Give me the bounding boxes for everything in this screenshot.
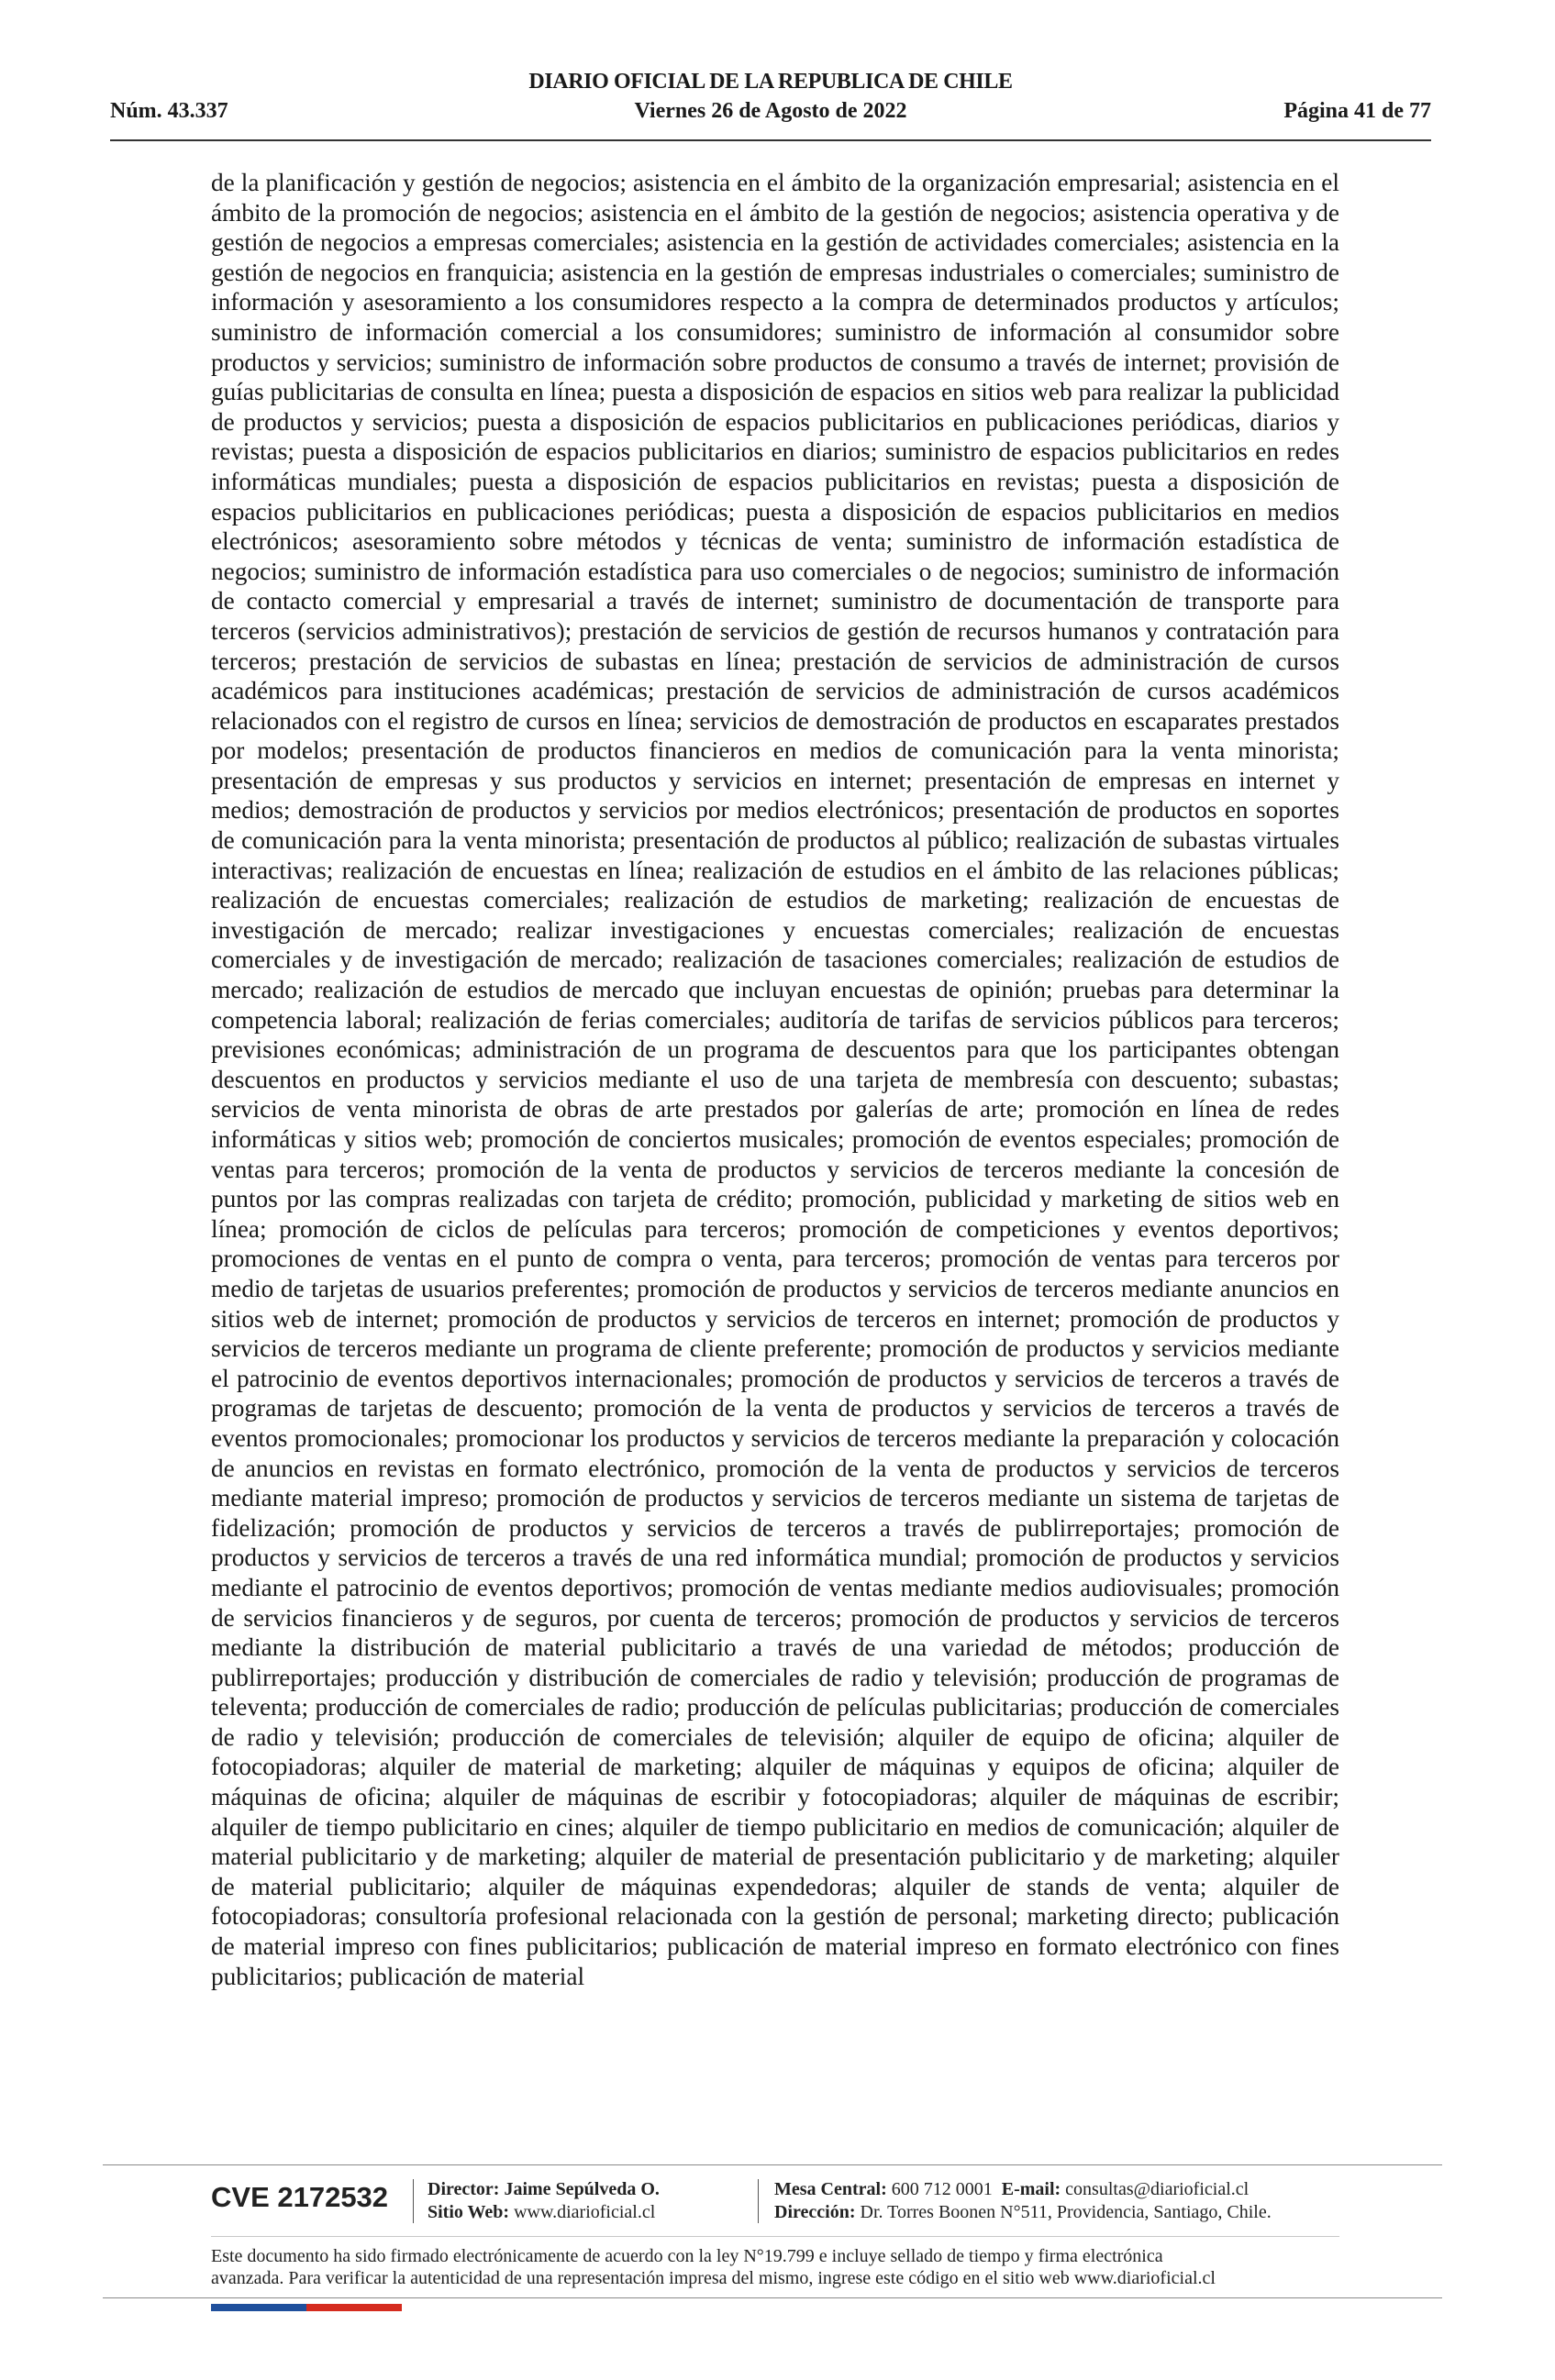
footer-separator xyxy=(413,2179,414,2223)
footer-divider-top xyxy=(103,2164,1442,2165)
flag-stripe xyxy=(211,2304,402,2311)
signature-notice xyxy=(211,2245,1349,2289)
body-text: de la planificación y gestión de negocios; asistencia en el ámbito de la organización empresarial; asistencia en el ámbito de la promoción de negocios; asistencia en el ámbito de la gestión de negocios; asistencia operativa y de gestión de negocios a empresas comerciales; asistencia en la gestión de actividades comerciales; asistencia en la gestión de negocios en franquicia; asistencia en la gestión de empresas industriales o comerciales; suministro de información y asesoramiento a los consumidores respecto a la compra de determinados productos y artículos; suministro de información comercial a los consumidores; suministro de información al consumidor sobre productos y servicios; suministro de información sobre productos de consumo a través de internet; provisión de guías publicitarias de consulta en línea; puesta a disposición de espacios en sitios web para realizar la publicidad de productos y servicios; puesta a disposición de espacios publicitarios en publicaciones periódicas, diarios y revistas; puesta a disposición de espacios publicitarios en diarios; suministro de espacios publicitarios en redes informáticas mundiales; puesta a disposición de espacios publicitarios en revistas; puesta a disposición de espacios publicitarios en publicaciones periódicas; puesta a disposición de espacios publicitarios en medios electrónicos; asesoramiento sobre métodos y técnicas de venta; suministro de información estadística de negocios; suministro de información estadística para uso comerciales o de negocios; suministro de información de contacto comercial y empresarial a través de internet; suministro de documentación de transporte para terceros (servicios administrativos); prestación de servicios de gestión de recursos humanos y contratación para terceros; prestación de servicios de subastas en línea; prestación de servicios de administración de cursos académicos para instituciones académicas; prestación de servicios de administración de cursos académicos relacionados con el registro de cursos en línea; servicios de demostración de productos en escaparates prestados por modelos; presentación de productos financieros en medios de comunicación para la venta minorista; presentación de empresas y sus productos y servicios en internet; presentación de empresas en internet y medios; demostración de productos y servicios por medios electrónicos; presentación de productos en soportes de comunicación para la venta minorista; presentación de productos al público; realización de subastas virtuales interactivas; realización de encuestas en línea; realización de estudios en el ámbito de las relaciones públicas; realización de encuestas comerciales; realización de estudios de marketing; realización de encuestas de investigación de mercado; realizar investigaciones y encuestas comerciales; realización de encuestas comerciales y de investigación de mercado; realización de tasaciones comerciales; realización de estudios de mercado; realización de estudios de mercado que incluyan encuestas de opinión; pruebas para determinar la competencia laboral; realización de ferias comerciales; auditoría de tarifas de servicios públicos para terceros; previsiones económicas; administración de un programa de descuentos para que los participantes obtengan descuentos en productos y servicios mediante el uso de una tarjeta de membresía con descuento; subastas; servicios de venta minorista de obras de arte prestados por galerías de arte; promoción en línea de redes informáticas y sitios web; promoción de conciertos musicales; promoción de eventos especiales; promoción de ventas para terceros; promoción de la venta de productos y servicios de terceros mediante la concesión de puntos por las compras realizadas con tarjeta de crédito; promoción, publicidad y marketing de sitios web en línea; promoción de ciclos de películas para terceros; promoción de competiciones y eventos deportivos; promociones de ventas en el punto de compra o venta, para terceros; promoción de ventas para terceros por medio de tarjetas de usuarios preferentes; promoción de productos y servicios de terceros mediante anuncios en sitios web de internet; promoción de productos y servicios de terceros en internet; promoción de productos y servicios de terceros mediante un programa de cliente preferente; promoción de productos y servicios mediante el patrocinio de eventos deportivos internacionales; promoción de productos y servicios de terceros a través de programas de tarjetas de descuento; promoción de la venta de productos y servicios de terceros a través de eventos promocionales; promocionar los productos y servicios de terceros mediante la preparación y colocación de anuncios en revistas en formato electrónico, promoción de la venta de productos y servicios de terceros mediante material impreso; promoción de productos y servicios de terceros mediante un sistema de tarjetas de fidelización; promoción de productos y servicios de terceros a través de publirreportajes; promoción de productos y servicios de terceros a través de una red informática mundial; promoción de productos y servicios mediante el patrocinio de eventos deportivos; promoción de ventas mediante medios audiovisuales; promoción de servicios financieros y de seguros, por cuenta de terceros; promoción de productos y servicios de terceros mediante la distribución de material publicitario a través de una variedad de métodos; producción de publirreportajes; producción y distribución de comerciales de radio y televisión; producción de programas de televenta; producción de comerciales de radio; producción de películas publicitarias; producción de comerciales de radio y televisión; producción de comerciales de televisión; alquiler de equipo de oficina; alquiler de fotocopiadoras; alquiler de material de marketing; alquiler de máquinas y equipos de oficina; alquiler de máquinas de oficina; alquiler de máquinas de escribir y fotocopiadoras; alquiler de máquinas de escribir; alquiler de tiempo publicitario en cines; alquiler de tiempo publicitario en medios de comunicación; alquiler de material publicitario y de marketing; alquiler de material de presentación publicitario y de marketing; alquiler de material publicitario; alquiler de máquinas expendedoras; alquiler de stands de venta; alquiler de fotocopiadoras; consultoría profesional relacionada con la gestión de personal; marketing directo; publicación de material impreso con fines publicitarios; publicación de material impreso en formato electrónico con fines publicitarios; publicación de material xyxy=(211,169,1339,1990)
issue-date: Viernes 26 de Agosto de 2022 xyxy=(634,99,907,123)
notice-line-1: Este documento ha sido firmado electrónicamente de acuerdo con la ley N°19.799 e incluye sellado de tiempo y firma electrónica xyxy=(211,2246,1163,2266)
footer-divider-mid xyxy=(211,2236,1339,2237)
notice-line-2: avanzada. Para verificar la autenticidad de una representación impresa del mismo, ingrese este código en el sitio web www.diarioficial.cl xyxy=(211,2268,1216,2288)
page-number: Página 41 de 77 xyxy=(1283,99,1431,123)
cve-code: CVE 2172532 xyxy=(211,2181,389,2213)
phone-label: Mesa Central: xyxy=(774,2179,887,2199)
director-value: Jaime Sepúlveda O. xyxy=(504,2179,660,2199)
header-divider xyxy=(110,139,1431,141)
flag-red-segment xyxy=(306,2304,402,2311)
footer-divider-bottom xyxy=(103,2297,1442,2298)
website-label: Sitio Web: xyxy=(428,2202,510,2222)
footer-separator xyxy=(758,2179,759,2223)
footer-director-block xyxy=(428,2178,660,2224)
director-label: Director: xyxy=(428,2179,500,2199)
email-link[interactable]: consultas@diarioficial.cl xyxy=(1065,2179,1250,2199)
footer-contact-block xyxy=(774,2178,1272,2224)
publication-title: DIARIO OFICIAL DE LA REPUBLICA DE CHILE xyxy=(528,70,1013,94)
website-link[interactable]: www.diarioficial.cl xyxy=(514,2202,656,2222)
address-value: Dr. Torres Boonen N°511, Providencia, Santiago, Chile. xyxy=(860,2202,1272,2222)
phone-value: 600 712 0001 xyxy=(891,2179,993,2199)
issue-number: Núm. 43.337 xyxy=(110,99,228,123)
address-label: Dirección: xyxy=(774,2202,856,2222)
email-label: E-mail: xyxy=(1001,2179,1061,2199)
page-header xyxy=(110,70,1431,143)
flag-blue-segment xyxy=(211,2304,306,2311)
